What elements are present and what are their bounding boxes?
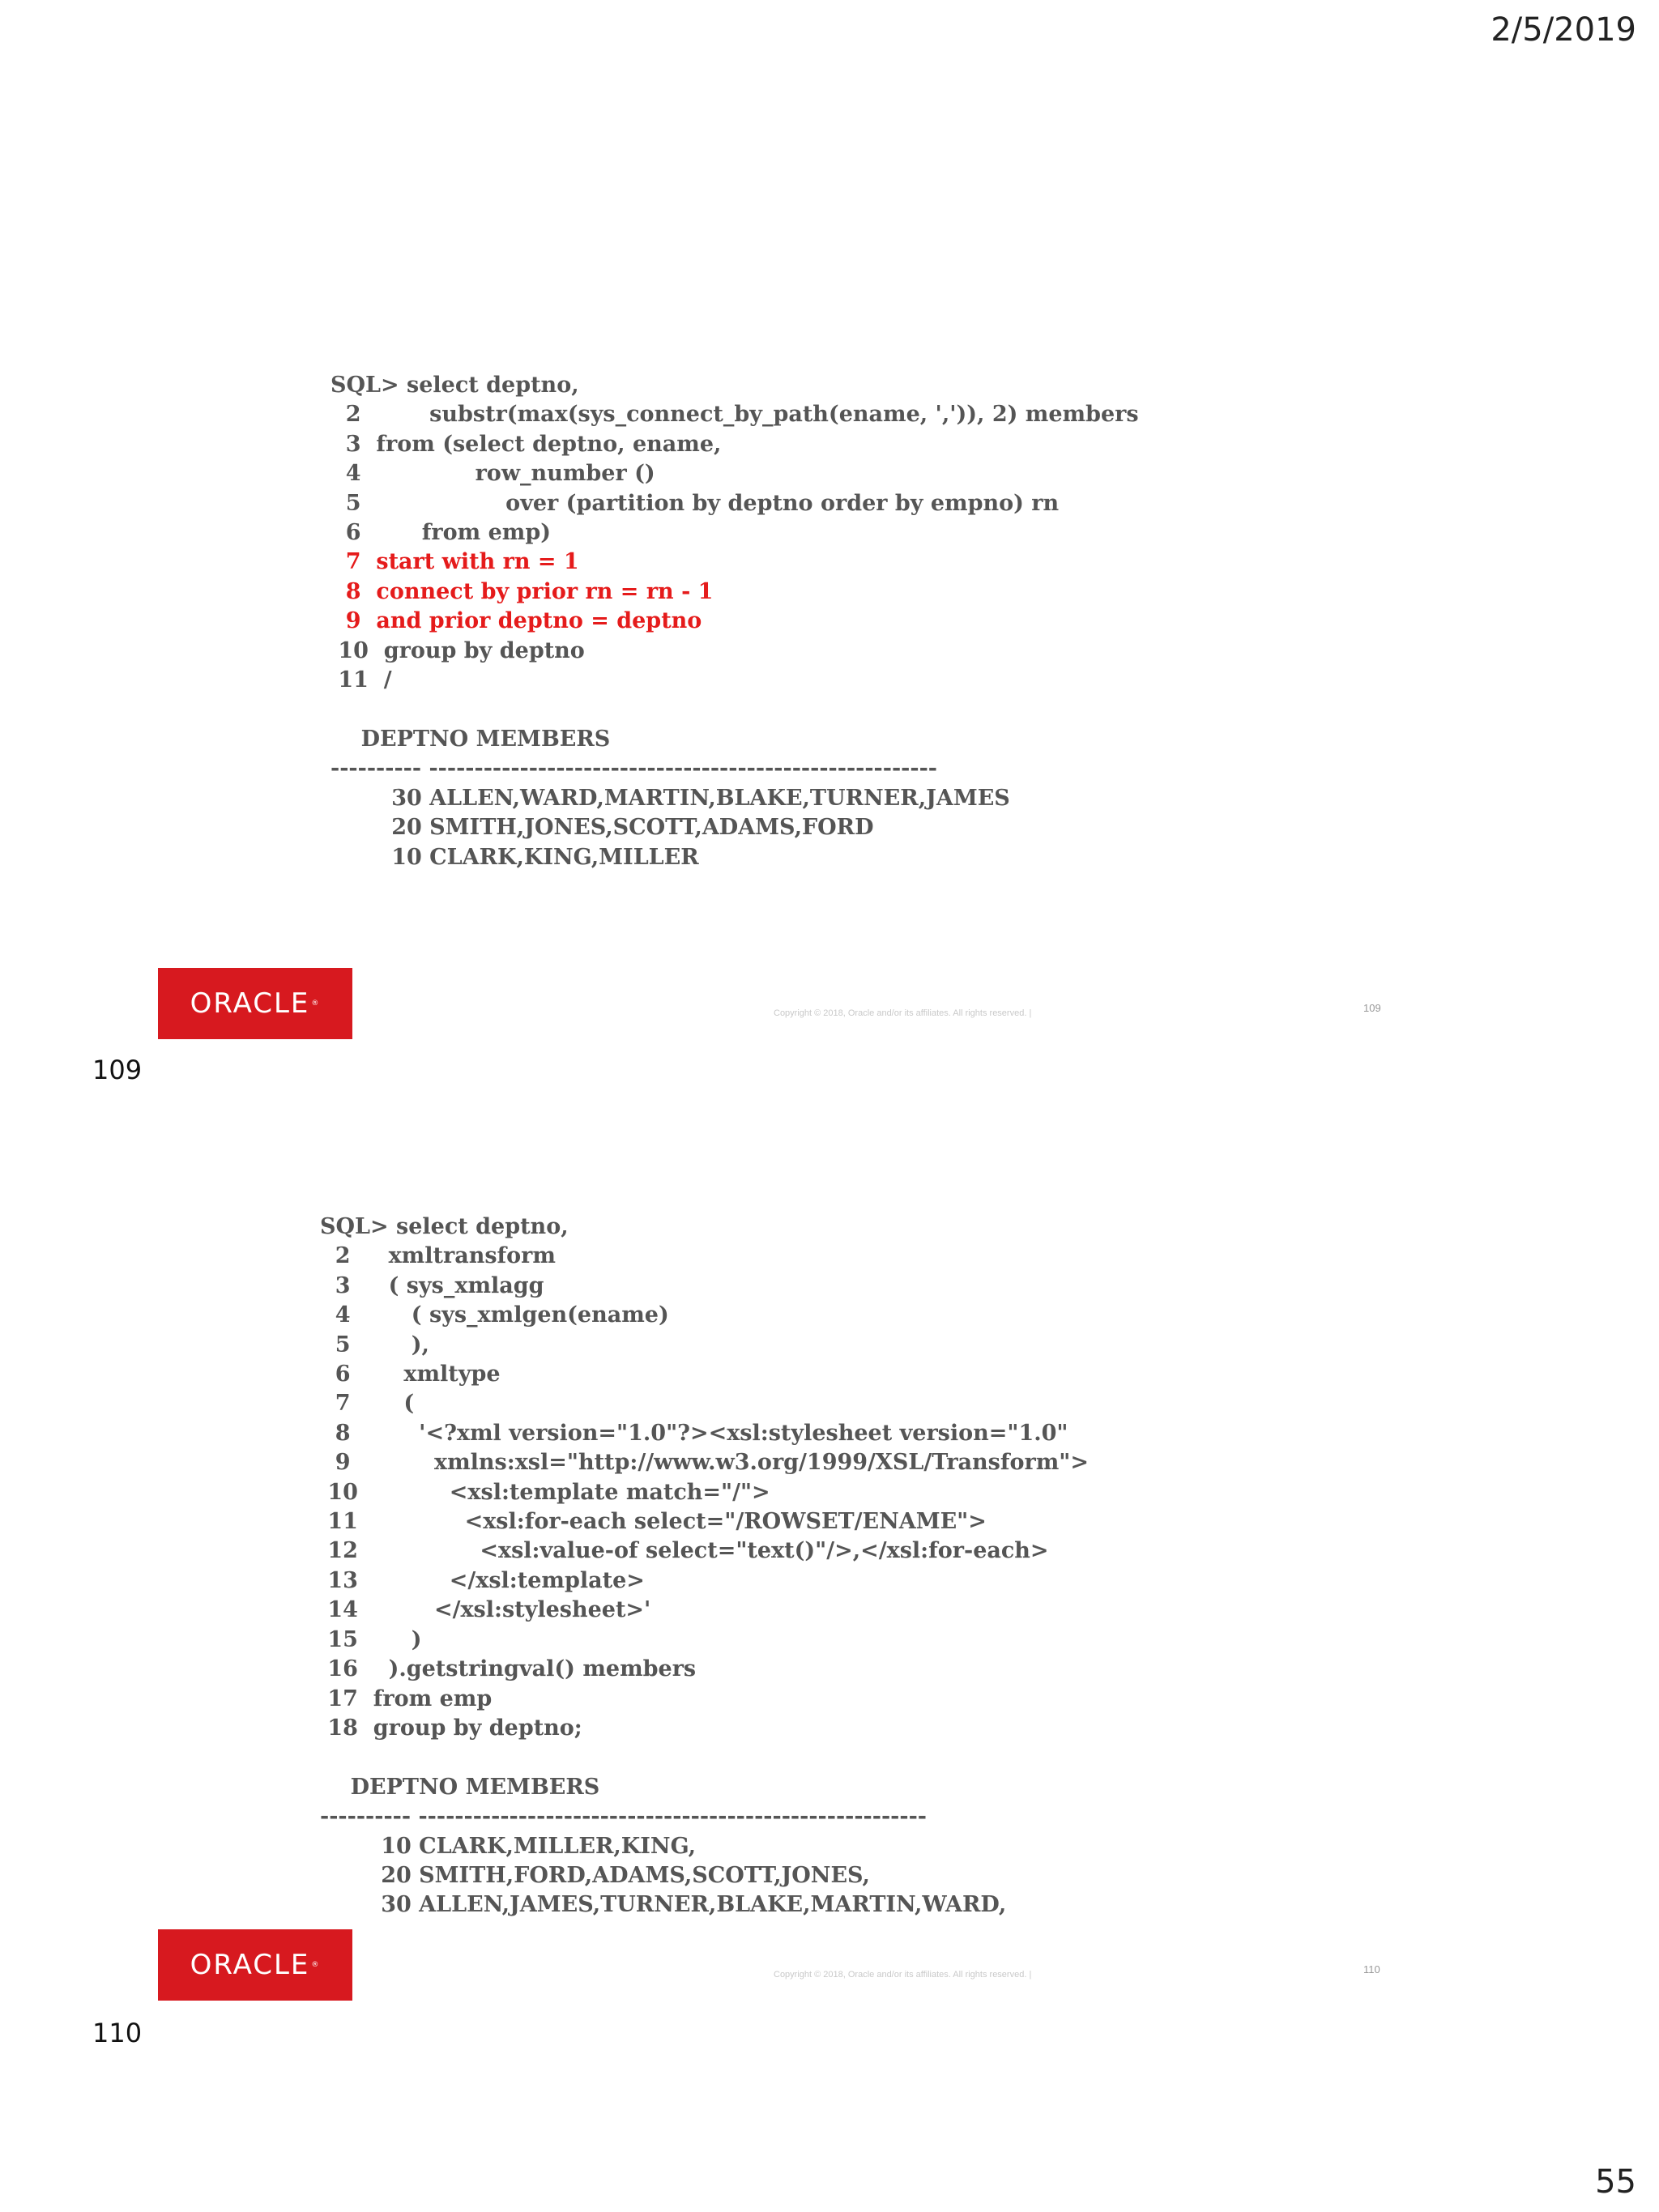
result-row: 30 ALLEN,JAMES,TURNER,BLAKE,MARTIN,WARD, [320, 1892, 1007, 1918]
result-header: DEPTNO MEMBERS [320, 1774, 600, 1800]
page-date: 2/5/2019 [1491, 11, 1636, 49]
code-line: 9 xmlns:xsl="http://www.w3.org/1999/XSL/Transform"> [320, 1450, 1089, 1476]
sql-code-block [331, 371, 1139, 872]
code-line: 2 xmltransform [320, 1243, 556, 1269]
result-row: 10 CLARK,MILLER,KING, [320, 1833, 697, 1859]
code-line: SQL> select deptno, [331, 373, 579, 398]
result-row: 30 ALLEN,WARD,MARTIN,BLAKE,TURNER,JAMES [331, 785, 1010, 811]
code-line-highlighted: 8 connect by prior rn = rn - 1 [331, 578, 714, 604]
code-line: 11 <xsl:for-each select="/ROWSET/ENAME"> [320, 1509, 987, 1535]
registered-mark-icon: ® [311, 1961, 321, 1969]
result-row: 10 CLARK,KING,MILLER [331, 844, 699, 870]
code-line: 10 <xsl:template match="/"> [320, 1479, 770, 1505]
copyright-notice: Copyright © 2018, Oracle and/or its affiliates. All rights reserved. | [774, 1008, 1032, 1018]
slide-label: 109 [92, 1055, 143, 1085]
code-line: 3 ( sys_xmlagg [320, 1272, 544, 1298]
slide-label: 110 [92, 2018, 143, 2048]
oracle-logo [158, 1929, 352, 2001]
page-number: 55 [1595, 2163, 1636, 2201]
oracle-logo [158, 968, 352, 1039]
result-row: 20 SMITH,FORD,ADAMS,SCOTT,JONES, [320, 1862, 870, 1888]
result-header: DEPTNO MEMBERS [331, 726, 611, 752]
code-line: 18 group by deptno; [320, 1715, 582, 1741]
registered-mark-icon: ® [311, 999, 321, 1008]
code-line: 4 ( sys_xmlgen(ename) [320, 1302, 669, 1328]
code-line [331, 695, 1139, 724]
oracle-logo-text: ORACLE [190, 1949, 310, 1981]
result-row: 20 SMITH,JONES,SCOTT,ADAMS,FORD [331, 815, 874, 841]
code-line: 5 ), [320, 1332, 429, 1357]
code-line-highlighted: 7 start with rn = 1 [331, 549, 579, 575]
code-line: SQL> select deptno, [320, 1214, 569, 1239]
code-line: 7 ( [320, 1391, 415, 1417]
code-line: 8 '<?xml version="1.0"?><xsl:stylesheet version="1.0" [320, 1420, 1068, 1446]
code-line: 4 row_number () [331, 461, 655, 487]
oracle-logo-text: ORACLE [190, 987, 310, 1020]
code-line: 17 from emp [320, 1686, 493, 1711]
code-line: 6 xmltype [320, 1362, 501, 1387]
code-line: 16 ).getstringval() members [320, 1656, 697, 1682]
copyright-notice: Copyright © 2018, Oracle and/or its affiliates. All rights reserved. | [774, 1970, 1032, 1980]
code-line-highlighted: 9 and prior deptno = deptno [331, 608, 702, 634]
code-line: 2 substr(max(sys_connect_by_path(ename, ',')), 2) members [331, 402, 1139, 428]
code-line: 13 </xsl:template> [320, 1567, 645, 1593]
slide-number: 109 [1363, 1002, 1381, 1014]
code-line: 12 <xsl:value-of select="text()"/>,</xsl:for-each> [320, 1538, 1049, 1564]
code-line: 11 / [331, 667, 392, 693]
slide-110 [158, 1122, 1503, 2005]
code-line [320, 1743, 1089, 1772]
code-line: 5 over (partition by deptno order by empno) rn [331, 490, 1060, 516]
code-line: 6 from emp) [331, 520, 552, 546]
result-separator: ---------- -------------------------------------------------------- [320, 1804, 927, 1830]
code-line: 14 </xsl:stylesheet>' [320, 1597, 651, 1623]
slide-number: 110 [1363, 1963, 1380, 1975]
code-line: 10 group by deptno [331, 637, 585, 663]
code-line: 3 from (select deptno, ename, [331, 431, 722, 457]
slide-109 [158, 158, 1503, 1041]
sql-code-block [320, 1213, 1089, 1920]
result-separator: ---------- -------------------------------------------------------- [331, 756, 937, 782]
code-line: 15 ) [320, 1626, 422, 1652]
